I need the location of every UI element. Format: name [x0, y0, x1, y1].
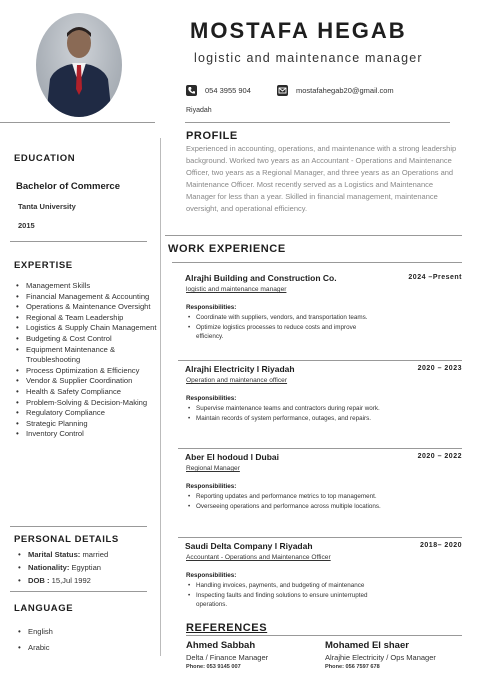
detail-value: Egyptian [69, 563, 102, 572]
language-list [16, 624, 136, 656]
expertise-item: • Budgeting & Cost Control [14, 334, 159, 345]
responsibility-item: • Reporting updates and performance metrics to top management. [186, 492, 381, 502]
expertise-item: • Management Skills [14, 281, 159, 292]
reference-organization: Alrajhie Electricity / Ops Manager [325, 653, 436, 662]
job-company: Alrajhi Building and Construction Co. [185, 273, 337, 283]
job-position: Regional Manager [186, 465, 240, 472]
city: Riyadah [186, 107, 212, 114]
job-dates: 2024 –Present [408, 274, 462, 281]
education-heading: EDUCATION [14, 153, 76, 164]
expertise-item: • Process Optimization & Efficiency [14, 366, 159, 377]
references-heading: REFERENCES [186, 622, 268, 634]
expertise-item: • Regional & Team Leadership [14, 313, 159, 324]
reference-phone-label: Phone: [325, 664, 344, 670]
reference-phone-label: Phone: [186, 664, 205, 670]
job-company: Aber El hodoud l Dubai [185, 452, 279, 462]
divider [10, 591, 147, 592]
responsibility-item: • Optimize logistics processes to reduce costs and improve efficiency. [186, 323, 381, 342]
profile-heading: PROFILE [186, 130, 238, 142]
personal-detail-item [16, 561, 156, 574]
divider [10, 241, 147, 242]
person-name: MOSTAFA HEGAB [190, 18, 407, 43]
responsibility-item: • Coordinate with suppliers, vendors, and transportation teams. [186, 313, 381, 323]
detail-label: Nationality: [28, 563, 70, 572]
expertise-item: • Equipment Maintenance & Troubleshooting [14, 345, 159, 366]
work-experience-heading: WORK EXPERIENCE [168, 243, 286, 255]
profile-text: Experienced in accounting, operations, and maintenance with a strong leadership background. Worked two years as an Accountant - Operations and Maintenance Officer, two years as a Regional Manager, and three years as an Operations and Maintenance Officer. Most recently served as a Logistics and Maintenance Manager for less than a year. Skilled in financial management, maintenance oversight, and operational efficiency. [186, 144, 457, 213]
expertise-item: • Operations & Maintenance Oversight [14, 302, 159, 313]
expertise-list [14, 281, 159, 440]
job-position: Operation and maintenance officer [186, 377, 288, 384]
phone-number[interactable]: 054 3955 904 [205, 86, 251, 95]
responsibilities-label: Responsibilities: [186, 572, 237, 579]
expertise-item: • Problem-Solving & Decision-Making [14, 398, 159, 409]
job-dates: 2020 – 2023 [417, 365, 462, 372]
email-address[interactable]: mostafahegab20@gmail.com [296, 86, 394, 95]
email-icon [277, 85, 288, 96]
graduation-year: 2015 [18, 221, 35, 230]
expertise-item: • Financial Management & Accounting [14, 292, 159, 303]
personal-details-list [16, 548, 156, 587]
person-portrait-icon [36, 13, 122, 117]
responsibility-list [186, 404, 381, 423]
expertise-item: • Health & Safety Compliance [14, 387, 159, 398]
reference-phone [325, 664, 380, 670]
divider [178, 360, 462, 361]
expertise-heading: EXPERTISE [14, 260, 73, 271]
expertise-item: • Logistics & Supply Chain Management [14, 323, 159, 334]
reference-organization: Delta / Finance Manager [186, 653, 269, 662]
job-company: Saudi Delta Company l Riyadah [185, 541, 313, 551]
email-contact [277, 85, 394, 96]
responsibility-list [186, 313, 381, 342]
expertise-item: • Inventory Control [14, 429, 159, 440]
responsibilities-label: Responsibilities: [186, 483, 237, 490]
responsibility-item: • Maintain records of system performance, outages, and repairs. [186, 414, 381, 424]
column-divider [160, 138, 161, 656]
reference-name: Mohamed El shaer [325, 640, 409, 651]
language-heading: LANGUAGE [14, 603, 74, 614]
reference-phone-number[interactable]: 056 7597 678 [345, 664, 380, 670]
responsibility-item: • Overseeing operations and performance across multiple locations. [186, 502, 381, 512]
job-title: logistic and maintenance manager [194, 51, 423, 65]
job-position: Accountant - Operations and Maintenance Officer [186, 554, 331, 561]
responsibility-item: • Supervise maintenance teams and contractors during repair work. [186, 404, 381, 414]
profile-photo [36, 13, 122, 117]
responsibilities-label: Responsibilities: [186, 304, 237, 311]
responsibility-item: • Inspecting faults and finding solutions to ensure uninterrupted operations. [186, 591, 381, 610]
divider [185, 122, 450, 123]
responsibility-list [186, 492, 381, 511]
divider [0, 122, 155, 123]
responsibility-list [186, 581, 381, 610]
expertise-item: • Regulatory Compliance [14, 408, 159, 419]
phone-icon [186, 85, 197, 96]
divider [178, 537, 462, 538]
detail-label: DOB : [28, 576, 50, 585]
expertise-item: • Vendor & Supplier Coordination [14, 376, 159, 387]
job-dates: 2020 – 2022 [417, 453, 462, 460]
expertise-item: • Strategic Planning [14, 419, 159, 430]
job-position: logistic and maintenance manager [186, 286, 287, 293]
reference-phone-number[interactable]: 053 9145 007 [206, 664, 241, 670]
detail-value: married [80, 550, 109, 559]
personal-detail-item [16, 548, 156, 561]
responsibility-item: • Handling invoices, payments, and budgeting of maintenance [186, 581, 381, 591]
detail-value: 15,Jul 1992 [49, 576, 91, 585]
reference-name: Ahmed Sabbah [186, 640, 256, 651]
responsibilities-label: Responsibilities: [186, 395, 237, 402]
divider [165, 235, 462, 236]
divider [172, 262, 462, 263]
phone-contact [186, 85, 251, 96]
divider [178, 448, 462, 449]
school: Tanta University [18, 202, 76, 211]
language-item: • English [16, 624, 136, 640]
personal-detail-item [16, 574, 156, 587]
degree: Bachelor of Commerce [16, 181, 121, 192]
job-company: Alrajhi Electricity l Riyadah [185, 364, 295, 374]
divider [10, 526, 147, 527]
reference-phone [186, 664, 241, 670]
divider [186, 635, 462, 636]
job-dates: 2018– 2020 [420, 542, 462, 549]
detail-label: Marital Status: [28, 550, 81, 559]
language-item: • Arabic [16, 640, 136, 656]
personal-details-heading: PERSONAL DETAILS [14, 534, 119, 545]
